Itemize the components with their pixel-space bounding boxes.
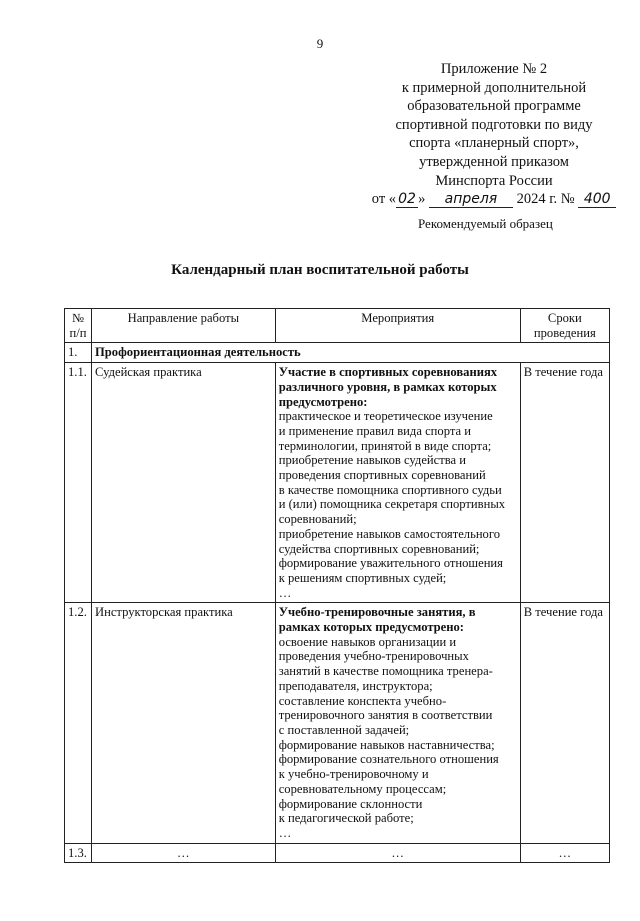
header-num: № п/п: [65, 309, 92, 343]
order-month: апреля: [429, 192, 513, 208]
order-number: 400: [578, 192, 616, 208]
activity-item: к учебно-тренировочному и: [278, 767, 429, 782]
header-terms: Сроки проведения: [520, 309, 609, 343]
activity-item: приобретение навыков самостоятельного: [278, 526, 501, 541]
appendix-line: к примерной дополнительной: [401, 79, 587, 96]
activity-item: формирование склонности: [278, 796, 423, 811]
activity-item: освоение навыков организации и: [278, 634, 457, 649]
activity-item: тренировочного занятия в соответствии: [278, 708, 493, 723]
activity-item: проведения спортивных соревнований: [278, 468, 486, 483]
order-quote-close: »: [418, 191, 426, 208]
activity-item: формирование сознательного отношения: [278, 752, 499, 767]
activity-item: …: [278, 585, 292, 600]
row-direction: Инструкторская практика: [91, 603, 275, 843]
activity-item: составление конспекта учебно-: [278, 693, 447, 708]
row-num: 1.1.: [65, 363, 92, 603]
activity-item: к педагогической работе;: [278, 811, 414, 826]
section-num: 1.: [65, 343, 92, 363]
recommended-sample-label: Рекомендуемый образец: [418, 216, 553, 231]
activity-item: проведения учебно-тренировочных: [278, 649, 469, 664]
activity-item: в качестве помощника спортивного судьи: [278, 482, 502, 497]
table-row: [65, 363, 610, 603]
activity-lead: Участие в спортивных соревнованиях различного уровня, в рамках которых предусмотрено:: [278, 365, 498, 409]
appendix-line: образовательной программе: [407, 98, 581, 115]
order-date-line: [360, 190, 628, 209]
appendix-line: спортивной подготовки по виду: [395, 116, 593, 133]
activity-item: преподавателя, инструктора;: [278, 678, 433, 693]
section-title: Профориентационная деятельность: [91, 343, 609, 363]
appendix-line: Приложение № 2: [440, 61, 548, 77]
order-prefix: от «: [371, 191, 397, 208]
header-activities: Мероприятия: [275, 309, 520, 343]
activity-item: и применение правил вида спорта и: [278, 423, 471, 438]
activity-item: соревновательному процессам;: [278, 781, 447, 796]
row-terms: …: [520, 843, 609, 863]
table-row: [65, 603, 610, 843]
order-day: 02: [396, 192, 418, 208]
row-num: 1.3.: [65, 843, 92, 863]
activity-item: и (или) помощника секретаря спортивных: [278, 497, 506, 512]
activity-lead: Учебно-тренировочные занятия, в рамках которых предусмотрено:: [278, 605, 476, 635]
activity-item: с поставленной задачей;: [278, 722, 410, 737]
activity-item: приобретение навыков судейства и: [278, 453, 467, 468]
education-plan-table: [64, 308, 610, 863]
activity-item: судейства спортивных соревнований;: [278, 541, 480, 556]
order-year: 2024 г. №: [516, 191, 575, 208]
row-num: 1.2.: [65, 603, 92, 843]
section-row: [65, 343, 610, 363]
document-title: Календарный план воспитательной работы: [171, 262, 469, 278]
table-row: [65, 843, 610, 863]
activity-item: формирование уважительного отношения: [278, 556, 503, 571]
activity-item: формирование навыков наставничества;: [278, 737, 495, 752]
activity-item: занятий в качестве помощника тренера-: [278, 664, 493, 679]
row-terms: В течение года: [520, 363, 609, 603]
row-activities: …: [275, 843, 520, 863]
activity-item: терминологии, принятой в виде спорта;: [278, 438, 492, 453]
table-header-row: [65, 309, 610, 343]
row-terms: В течение года: [520, 603, 609, 843]
appendix-line: утвержденной приказом: [419, 153, 569, 170]
page-number: 9: [316, 36, 324, 51]
activity-item: …: [278, 825, 292, 840]
activity-item: практическое и теоретическое изучение: [278, 409, 493, 424]
appendix-line: спорта «планерный спорт»,: [409, 135, 579, 152]
row-direction: …: [91, 843, 275, 863]
activity-item: к решениям спортивных судей;: [278, 570, 447, 585]
row-activities: [275, 363, 520, 603]
appendix-line: Минспорта России: [435, 172, 553, 189]
row-activities: [275, 603, 520, 843]
appendix-block: [360, 60, 628, 209]
header-direction: Направление работы: [91, 309, 275, 343]
activity-item: соревнований;: [278, 512, 357, 527]
row-direction: Судейская практика: [91, 363, 275, 603]
